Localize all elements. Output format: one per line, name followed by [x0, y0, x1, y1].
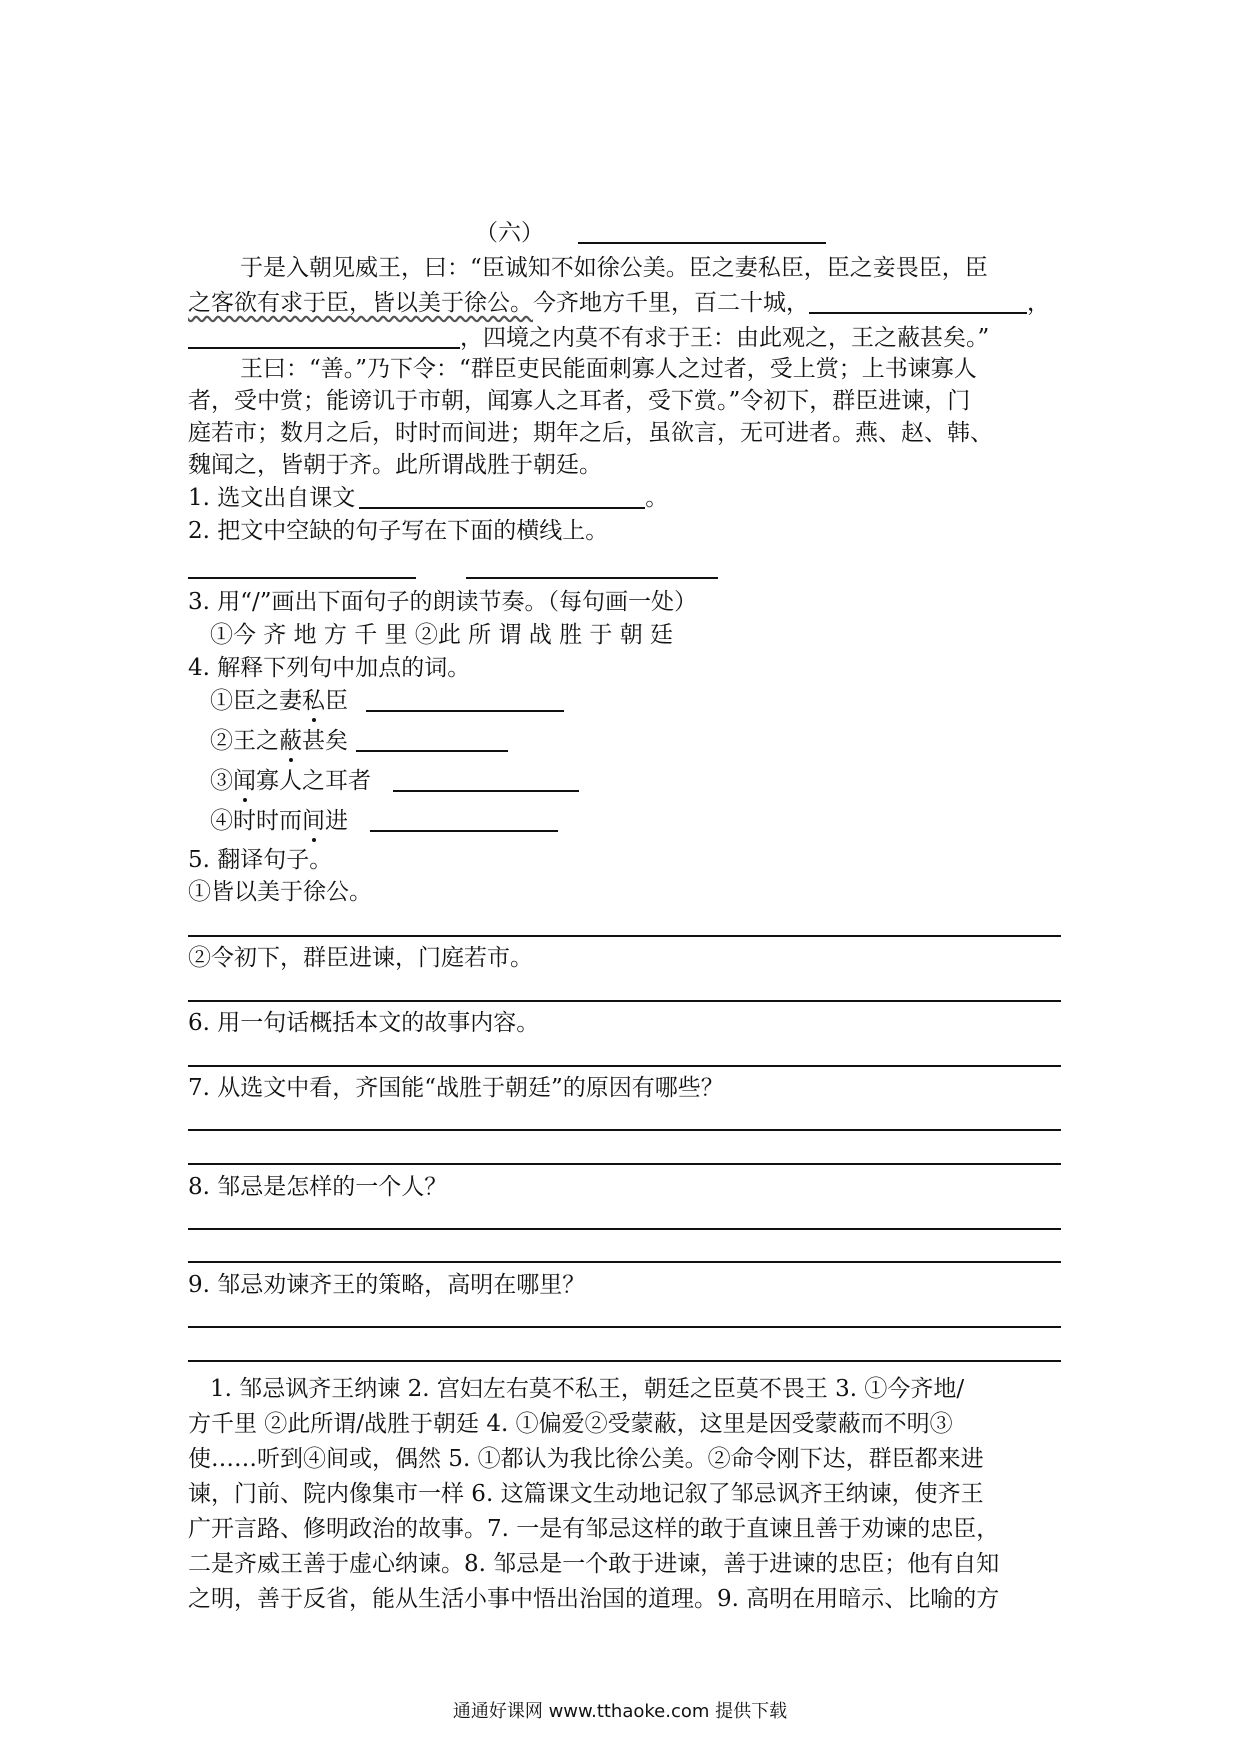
answer-line-text: 广开言路、修明政治的故事。7. 一是有邹忌这样的敢于直谏且善于劝谏的忠臣， [188, 1516, 1000, 1542]
answer-line-text: 1. 邹忌讽齐王纳谏 2. 宫妇左右莫不私王，朝廷之臣莫不畏王 3. ①今齐地/ [210, 1376, 965, 1402]
dotted-word: 间 [302, 808, 325, 834]
answer-blank [359, 483, 645, 509]
answer-line [188, 935, 1061, 937]
answer-line [188, 1326, 1061, 1328]
question-1: 1. 选文出自课文 。 [188, 485, 669, 511]
answer-line-text: 谏，门前、院内像集市一样 6. 这篇课文生动地记叙了邹忌讽齐王纳谏，使齐王 [188, 1481, 984, 1507]
question-6: 6. 用一句话概括本文的故事内容。 [188, 1010, 540, 1036]
answer-line [188, 1228, 1061, 1230]
answer-blank [370, 806, 558, 832]
question-5-item-1: ①皆以美于徐公。 [188, 879, 372, 905]
wavy-underlined-text: 之客欲有求于臣，皆以美于徐公。 [188, 290, 533, 316]
fill-blank [188, 323, 460, 349]
question-2: 2. 把文中空缺的句子写在下面的横线上。 [188, 518, 609, 544]
answer-line-text: 使……听到④间或，偶然 5. ①都认为我比徐公美。②命令刚下达，群臣都来进 [188, 1446, 984, 1472]
answer-blank [466, 553, 718, 579]
question-4-item-3: ③闻寡人之耳者 [210, 764, 1090, 798]
question-9: 9. 邹忌劝谏齐王的策略，高明在哪里？ [188, 1272, 586, 1298]
passage-line: 于是入朝见威王，曰：“臣诚知不如徐公美。臣之妻私臣，臣之妾畏臣，臣 [240, 255, 988, 281]
passage-line: 者，受中赏；能谤讥于市朝，闻寡人之耳者，受下赏。”令初下，群臣进谏，门 [188, 388, 971, 414]
answer-blank [188, 553, 416, 579]
dotted-word: 蔽 [279, 728, 302, 754]
answer-line-text: 之明，善于反省，能从生活小事中悟出治国的道理。9. 高明在用暗示、比喻的方 [188, 1586, 1000, 1612]
answer-blank [393, 766, 579, 792]
answer-line-text: 二是齐威王善于虚心纳谏。8. 邹忌是一个敢于进谏，善于进谏的忠臣；他有自知 [188, 1551, 1000, 1577]
question-4-item-1: ①臣之妻私臣 [210, 684, 1090, 718]
page-footer: 通通好课网 www.tthaoke.com 提供下载 [452, 1701, 788, 1722]
question-3-items: ①今 齐 地 方 千 里 ②此 所 谓 战 胜 于 朝 廷 [210, 622, 674, 648]
question-3: 3. 用“/”画出下面句子的朗读节奏。（每句画一处） [188, 589, 698, 615]
passage-line: 魏闻之，皆朝于齐。此所谓战胜于朝廷。 [188, 452, 602, 478]
passage-line: 王曰：“善。”乃下令：“群臣吏民能面刺寡人之过者，受上赏；上书谏寡人 [240, 356, 977, 382]
answer-line-text: 方千里 ②此所谓/战胜于朝廷 4. ①偏爱②受蒙蔽，这里是因受蒙蔽而不明③ [188, 1411, 953, 1437]
answer-blanks-row [188, 551, 1068, 585]
passage-line: ，四境之内莫不有求于王：由此观之，王之蔽甚矣。” [188, 321, 1068, 355]
title-blank [578, 218, 826, 244]
question-7: 7. 从选文中看，齐国能“战胜于朝廷”的原因有哪些？ [188, 1075, 724, 1101]
passage-line: 庭若市；数月之后，时时而间进；期年之后，虽欲言，无可进者。燕、赵、韩、 [188, 420, 993, 446]
answer-line [188, 1360, 1061, 1362]
answer-line [188, 1129, 1061, 1131]
question-5: 5. 翻译句子。 [188, 847, 333, 873]
answer-line [188, 1065, 1061, 1067]
passage-line: 之客欲有求于臣，皆以美于徐公。今齐地方千里，百二十城， ， [188, 290, 1050, 316]
dotted-word: 私 [302, 688, 325, 714]
fill-blank [809, 288, 1027, 314]
question-8: 8. 邹忌是怎样的一个人？ [188, 1174, 448, 1200]
answer-line [188, 1163, 1061, 1165]
answer-line [188, 1261, 1061, 1263]
question-4-item-4: ④时时而间进 [210, 804, 1090, 838]
answer-blank [366, 686, 564, 712]
dotted-word: 闻 [233, 768, 256, 794]
answer-line [188, 1000, 1061, 1002]
question-5-item-2: ②令初下，群臣进谏，门庭若市。 [188, 945, 533, 971]
answer-blank [356, 726, 508, 752]
section-title: （六） [475, 216, 1240, 250]
question-4-item-2: ②王之蔽甚矣 [210, 724, 1090, 758]
question-4: 4. 解释下列句中加点的词。 [188, 655, 471, 681]
